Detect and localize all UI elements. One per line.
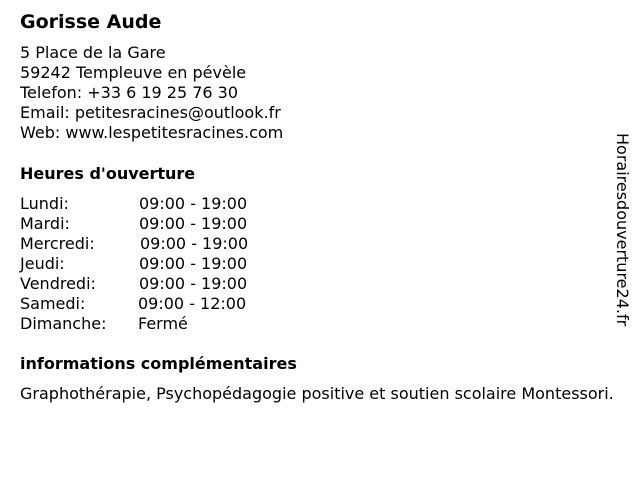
watermark-text: Horairesdouverture24.fr — [613, 133, 632, 327]
website-url[interactable]: Web: www.lespetitesracines.com — [20, 123, 284, 142]
phone-number[interactable]: Telefon: +33 6 19 25 76 30 — [20, 83, 239, 102]
hours-row-tuesday — [20, 214, 280, 234]
day-label: Jeudi: — [20, 254, 65, 273]
business-name: Gorisse Aude — [20, 11, 162, 33]
additional-info-text: Graphothérapie, Psychopédagogie positive et soutien scolaire Montessori. — [20, 384, 614, 403]
time-value: 09:00 - 19:00 — [139, 274, 248, 293]
day-label: Mardi: — [20, 214, 70, 233]
hours-row-monday — [20, 194, 280, 214]
time-value: 09:00 - 19:00 — [139, 214, 248, 233]
day-label: Samedi: — [20, 294, 86, 313]
time-value: 09:00 - 19:00 — [139, 194, 248, 213]
contact-block — [20, 43, 283, 143]
day-label: Mercredi: — [20, 234, 95, 253]
hours-row-wednesday — [20, 234, 280, 254]
day-label: Vendredi: — [20, 274, 96, 293]
time-value: Fermé — [138, 314, 188, 333]
time-value: 09:00 - 19:00 — [139, 254, 248, 273]
email-address[interactable]: Email: petitesracines@outlook.fr — [20, 103, 281, 122]
hours-row-thursday — [20, 254, 280, 274]
day-label: Dimanche: — [20, 314, 107, 333]
opening-hours-table — [20, 194, 280, 334]
day-label: Lundi: — [20, 194, 69, 213]
hours-row-friday — [20, 274, 280, 294]
city-address: 59242 Templeuve en pévèle — [20, 63, 247, 82]
opening-hours-heading: Heures d'ouverture — [20, 164, 196, 183]
time-value: 09:00 - 19:00 — [140, 234, 249, 253]
hours-row-sunday — [20, 314, 280, 334]
additional-info-heading: informations complémentaires — [20, 354, 297, 373]
street-address: 5 Place de la Gare — [20, 43, 166, 62]
time-value: 09:00 - 12:00 — [138, 294, 247, 313]
hours-row-saturday — [20, 294, 280, 314]
